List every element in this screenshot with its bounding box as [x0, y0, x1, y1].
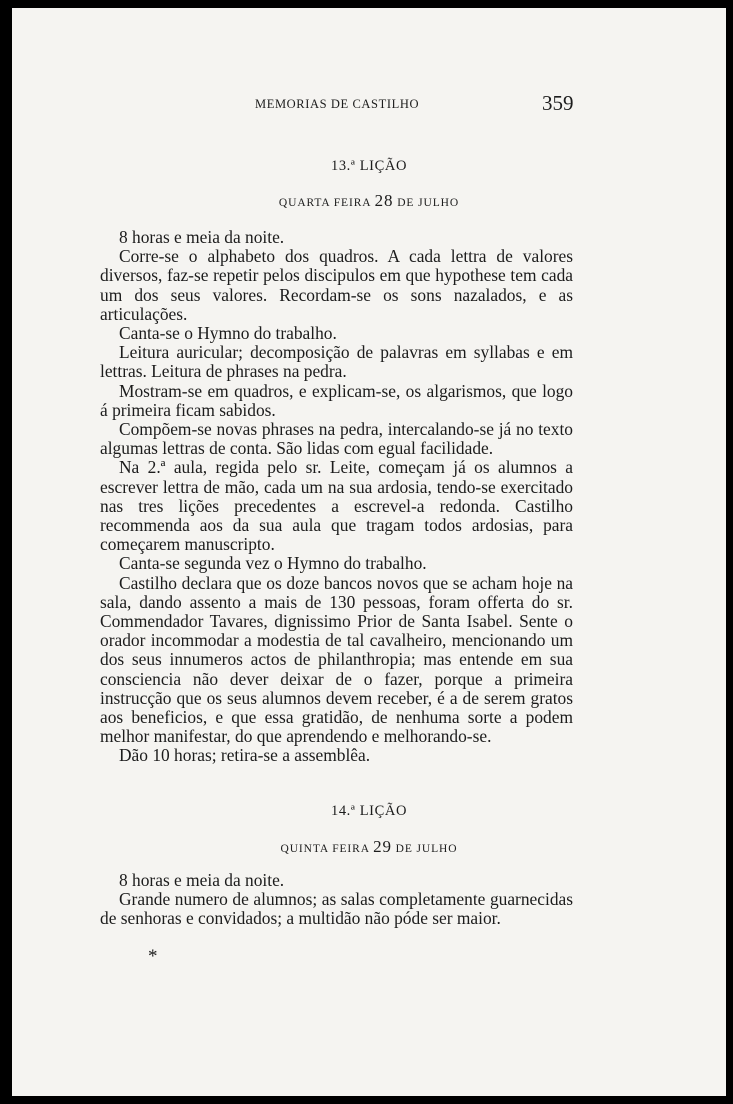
lesson-14-body — [100, 871, 573, 929]
date-day: 28 — [374, 191, 394, 210]
paragraph: 8 horas e meia da noite. — [119, 227, 285, 247]
paragraph: Leitura auricular; decomposição de palavras em syllabas e em lettras. Leitura de phrases na pedra. — [100, 342, 573, 382]
lesson-13-date — [12, 191, 726, 211]
paragraph: Corre-se o alphabeto dos quadros. A cada lettra de valores diversos, faz-se repetir pelos discipulos em que hypothese tem cada um dos seus valores. Recordam-se os sons nazalados, e as articulações. — [100, 246, 573, 324]
footer-asterisk: * — [148, 946, 158, 967]
paragraph: Grande numero de alumnos; as salas completamente guarnecidas de senhoras e convidados; a multidão não póde ser maior. — [100, 889, 573, 929]
paragraph: Na 2.ª aula, regida pelo sr. Leite, começam já os alumnos a escrever lettra de mão, cada um na sua ardosia, tendo-se exercitado nas tres lições precedentes a escrevel-a redonda. Castilho recommenda aos da sua aula que tragam todos ardosias, para começarem manuscripto. — [100, 457, 573, 555]
date-month: DE JULHO — [393, 197, 460, 209]
date-weekday: QUINTA FEIRA — [280, 843, 374, 855]
paragraph: 8 horas e meia da noite. — [119, 870, 285, 890]
paragraph: Mostram-se em quadros, e explicam-se, os algarismos, que logo á primeira ficam sabidos. — [100, 380, 573, 420]
paragraph: Canta-se o Hymno do trabalho. — [119, 323, 337, 344]
lesson-13-body — [100, 228, 573, 766]
lesson-14-title: 14.ª LIÇÃO — [330, 803, 408, 819]
paragraph: Compõem-se novas phrases na pedra, intercalando-se já no texto algumas lettras de conta. São lidas com egual facilidade. — [100, 419, 573, 459]
date-day: 29 — [373, 837, 392, 856]
running-title: MEMORIAS DE CASTILHO — [255, 97, 420, 111]
page-number: 359 — [542, 91, 574, 115]
date-month: DE JULHO — [391, 843, 458, 855]
paragraph: Dão 10 horas; retira-se a assemblêa. — [119, 745, 371, 766]
book-page — [12, 8, 726, 1096]
date-weekday: QUARTA FEIRA — [278, 197, 375, 209]
paragraph: Castilho declara que os doze bancos novos que se acham hoje na sala, dando assento a mais de 130 pessoas, foram offerta do sr. Commendador Tavares, dignissimo Prior de Santa Isabel. Sente o orador incommodar a modestia de tal cavalheiro, mencionando um dos seus innumeros actos de philanthropia; mas entende em sua consciencia não dever deixar de o fazer, porque a primeira instrucção que os seus alumnos devem receber, é a de serem gratos aos beneficios, e que essa gratidão, de nenhuma sorte a podem melhor manifestar, do que aprendendo e melhorando-se. — [100, 572, 573, 747]
lesson-14-date — [12, 837, 726, 857]
paragraph: Canta-se segunda vez o Hymno do trabalho. — [119, 553, 427, 574]
lesson-13-title: 13.ª LIÇÃO — [330, 158, 408, 174]
